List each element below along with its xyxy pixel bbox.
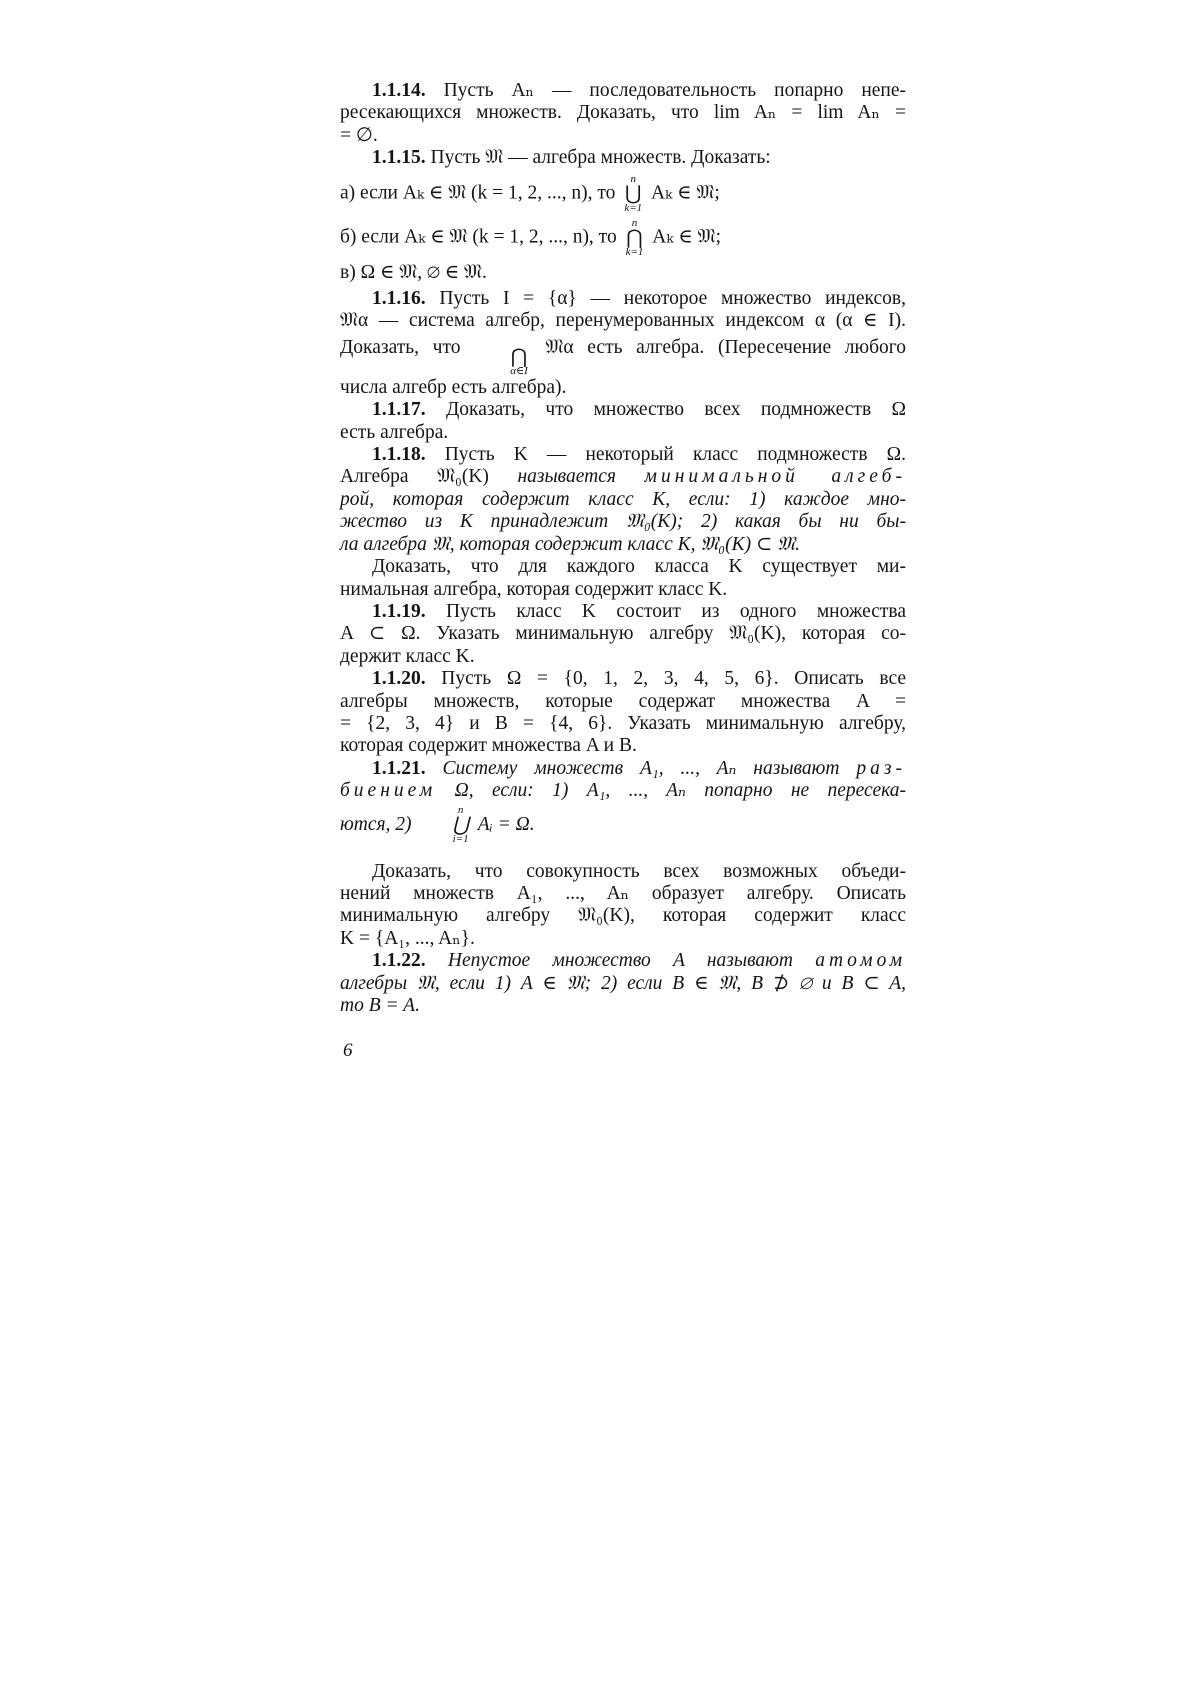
problem-text: нений множеств A₁, ..., Aₙ образует алгебру. Описать [340, 882, 906, 904]
problem-1-1-18 [340, 444, 906, 556]
problem-text: алгебры множеств, которые содержат множества A = [340, 690, 906, 712]
problem-text: Доказать, что совокупность всех возможных объеди- [372, 860, 906, 882]
problem-1-1-18-task [340, 556, 906, 601]
problem-text-italic: ются, 2) [340, 813, 412, 835]
item-a-text: а) если Aₖ ∈ 𝔐 (k = 1, 2, ..., n), то [340, 182, 616, 204]
problem-text: рой, которая содержит класс K, если: 1) каждое мно- [340, 488, 906, 510]
union-operator [420, 805, 468, 845]
operator-upper-limit: n [631, 216, 638, 229]
spacer [340, 847, 906, 861]
union-symbol: ⋃ [452, 814, 469, 837]
problem-1-1-21 [340, 758, 906, 847]
problem-1-1-19 [340, 601, 906, 668]
operator-lower-limit: k=1 [625, 245, 644, 258]
problem-text: которая содержит множества A и B. [340, 735, 637, 757]
problem-text: Пусть Ω = {0, 1, 2, 3, 4, 5, 6}. Описать все [441, 668, 906, 690]
problem-text: числа алгебр есть алгебра). [340, 376, 567, 398]
problem-text: 𝔐α есть алгебра. (Пересечение любого [545, 336, 907, 358]
intersection-symbol: ⋂ [510, 345, 528, 368]
problem-text: есть алгебра. [340, 421, 449, 443]
problem-text: A ⊂ Ω. Указать минимальную алгебру 𝔐₀(K), которая со- [340, 623, 906, 645]
problem-1-1-17 [340, 399, 906, 444]
problem-number: 1.1.20. [372, 668, 426, 690]
page-number: 6 [343, 1040, 353, 1061]
problem-text: Доказать, что для каждого класса K существует ми- [372, 556, 906, 578]
operator-lower-limit: i=1 [452, 833, 469, 846]
problem-text-italic: Ω, если: 1) A₁, ..., Aₙ попарно не пересека- [454, 780, 906, 802]
term-spaced: раз- [856, 757, 906, 779]
problem-text: Пусть K — некоторый класс подмножеств Ω. [444, 444, 906, 466]
problem-number: 1.1.18. [372, 444, 426, 466]
intersection-symbol: ⋂ [626, 226, 643, 249]
problem-text-italic: Aᵢ = Ω. [477, 813, 535, 835]
problem-text: = ∅. [340, 124, 378, 146]
problem-1-1-15 [340, 147, 906, 169]
item-b-text: б) если Aₖ ∈ 𝔐 (k = 1, 2, ..., n), то [340, 226, 617, 248]
problem-text: алгебры 𝔐, если 1) A ∈ 𝔐; 2) если B ∈ 𝔐, B ⊅ ∅ и B ⊂ A, [340, 972, 906, 994]
problem-number: 1.1.14. [372, 80, 426, 101]
item-c: в) Ω ∈ 𝔐, ∅ ∈ 𝔐. [340, 261, 487, 283]
problem-text-line [308, 780, 906, 802]
problem-1-1-22 [340, 950, 906, 1017]
term-spaced: биением [340, 780, 437, 802]
problem-number: 1.1.17. [372, 399, 426, 421]
problem-text: 𝔐α — система алгебр, перенумерованных индексом α (α ∈ I). [340, 310, 906, 332]
term-spaced: атомом [815, 950, 907, 972]
problem-text: то B = A. [340, 995, 420, 1016]
problem-text-with-operator [308, 803, 906, 847]
problem-number: 1.1.22. [372, 950, 426, 972]
problem-1-1-20 [340, 668, 906, 758]
operator-upper-limit: n [630, 172, 636, 185]
item-a [340, 174, 906, 214]
problem-text: = {2, 3, 4} и B = {4, 6}. Указать минимальную алгебру, [340, 712, 906, 734]
problem-1-1-14 [340, 80, 906, 147]
problem-1-1-21-task [340, 861, 906, 951]
operator-lower-limit: α∈I [510, 364, 528, 377]
problem-text: ла алгебра 𝔐, которая содержит класс K, 𝔐₀(K) ⊂ 𝔐. [340, 533, 800, 555]
problem-text: минимальную алгебру 𝔐₀(K), которая содержит класс [340, 905, 906, 927]
problem-text-italic: Непустое множество A называют [447, 950, 794, 972]
problem-text-with-operator [308, 333, 906, 377]
page-text-column [340, 80, 906, 1017]
problem-1-1-16 [340, 288, 906, 399]
problem-text: Пусть Aₙ — последовательность попарно непе- [443, 80, 907, 101]
item-b [340, 218, 906, 258]
problem-text: Пусть класс K состоит из одного множества [446, 600, 907, 622]
problem-text-line [308, 466, 906, 488]
problem-number: 1.1.21. [372, 757, 426, 779]
union-symbol: ⋃ [625, 182, 642, 205]
problem-text: Пусть I = {α} — некоторое множество индексов, [439, 288, 906, 310]
item-a-result: Aₖ ∈ 𝔐; [651, 182, 720, 204]
problem-number: 1.1.16. [372, 288, 426, 310]
problem-text-italic: называется [517, 466, 616, 488]
operator-lower-limit: k=1 [624, 201, 643, 214]
problem-text: нимальная алгебра, которая содержит класс K. [340, 578, 728, 600]
problem-number: 1.1.19. [372, 600, 426, 622]
intersection-operator [478, 345, 528, 377]
operator-upper-limit: n [457, 804, 464, 817]
item-b-result: Aₖ ∈ 𝔐; [652, 226, 722, 248]
problem-text-italic: Систему множеств A₁, ..., Aₙ называют [442, 757, 840, 779]
union-operator [624, 174, 642, 214]
problem-text: жество из K принадлежит 𝔐₀(K); 2) какая бы ни бы- [340, 511, 906, 533]
problem-text: ресекающихся множеств. Доказать, что lim Aₙ = lim Aₙ = [340, 102, 906, 124]
term-spaced: минимальной алгеб- [644, 466, 906, 488]
intersection-operator [626, 218, 644, 258]
problem-text: держит класс K. [340, 645, 475, 667]
problem-text: Доказать, что [340, 336, 461, 358]
problem-text: Доказать, что множество всех подмножеств Ω [446, 399, 907, 421]
problem-number: 1.1.15. [372, 147, 426, 169]
problem-text: K = {A₁, ..., Aₙ}. [340, 927, 475, 949]
problem-text: Алгебра 𝔐₀(K) [340, 466, 489, 488]
problem-text: Пусть 𝔐 — алгебра множеств. Доказать: [430, 147, 771, 169]
